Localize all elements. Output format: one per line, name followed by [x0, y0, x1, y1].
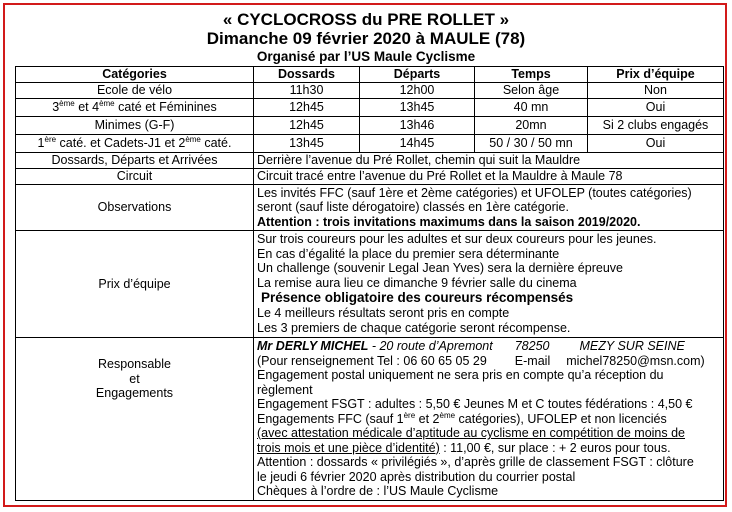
- row-dossards: 12h45: [254, 98, 360, 116]
- responsable-name: Mr DERLY MICHEL: [257, 339, 369, 353]
- organizer-title: Organisé par l’US Maule Cyclisme: [256, 49, 476, 64]
- header-dossards: Dossards: [254, 67, 360, 83]
- row-departs: 13h45: [360, 98, 475, 116]
- schedule-table: [15, 66, 724, 501]
- dossards-departs-label: Dossards, Départs et Arrivées: [16, 152, 254, 168]
- event-date-title: Dimanche 09 février 2020 à MAULE (78): [206, 29, 526, 48]
- row-category: 1ère caté. et Cadets-J1 et 2ème caté.: [16, 134, 254, 152]
- observations-text: Les invités FFC (sauf 1ère et 2ème catégories) et UFOLEP (toutes catégories) seront (sauf liste dérogatoire) classés en 1ère catégorie. Attention : trois invitations maximums dans la saison 2019/2020.: [254, 184, 724, 231]
- row-category: Minimes (G-F): [16, 116, 254, 134]
- responsable-text: Mr DERLY MICHEL - 20 route d’Apremont 78250 MEZY SUR SEINE (Pour renseignement Tel : 06 60 65 05 29 E-mail michel78250@msn.com) Engagement postal uniquement ne sera pris en compte qu’a réception du règlement Engagement FSGT : adultes : 5,50 € Jeunes M et C toutes fédérations : 4,50 € Engagements FFC (sauf 1ère et 2ème catégories), UFOLEP et non licenciés (avec attestation médicale d’aptitude au cyclisme en compétition de moins de trois mois et une pièce d’identité) : 11,00 €, sur place : + 2 euros pour tous. Attention : dossards « privilégiés », d’après grille de classement FSGT : clôture le jeudi 6 février 2020 après distribution du courrier postal Chèques à l’ordre de : l’US Maule Cyclisme: [254, 338, 724, 501]
- prix-equipe-text: Sur trois coureurs pour les adultes et sur deux coureurs pour les jeunes. En cas d’égalité la place du premier sera déterminante Un challenge (souvenir Legal Jean Yves) sera la dernière épreuve La remise aura lieu ce dimanche 9 février salle du cinema Présence obligatoire des coureurs récompensés Le 4 meilleurs résultats seront pris en compte Les 3 premiers de chaque catégorie seront récompense.: [254, 231, 724, 338]
- table-row: [16, 116, 724, 134]
- header-categories: Catégories: [16, 67, 254, 83]
- row-dossards: 12h45: [254, 116, 360, 134]
- event-title: « CYCLOCROSS du PRE ROLLET »: [222, 10, 510, 29]
- row-dossards: 11h30: [254, 82, 360, 98]
- row-departs: 12h00: [360, 82, 475, 98]
- table-header-row: [16, 67, 724, 83]
- row-prix: Oui: [588, 134, 724, 152]
- email-link: michel78250@msn.com): [566, 353, 705, 368]
- table-row: [16, 98, 724, 116]
- row-category: Ecole de vélo: [16, 82, 254, 98]
- header-temps: Temps: [475, 67, 588, 83]
- row-temps: 40 mn: [475, 98, 588, 116]
- dossards-departs-text: Derrière l’avenue du Pré Rollet, chemin qui suit la Mauldre: [254, 152, 724, 168]
- responsable-label: Responsable et Engagements: [16, 338, 254, 501]
- table-row-prix-equipe: [16, 231, 724, 338]
- table-row-responsable: [16, 338, 724, 501]
- header-departs: Départs: [360, 67, 475, 83]
- row-departs: 13h46: [360, 116, 475, 134]
- row-prix: Oui: [588, 98, 724, 116]
- table-row-circuit: [16, 168, 724, 184]
- table-row: [16, 82, 724, 98]
- row-temps: 50 / 30 / 50 mn: [475, 134, 588, 152]
- observations-label: Observations: [16, 184, 254, 231]
- row-category: 3ème et 4ème caté et Féminines: [16, 98, 254, 116]
- circuit-text: Circuit tracé entre l’avenue du Pré Rollet et la Mauldre à Maule 78: [254, 168, 724, 184]
- row-prix: Si 2 clubs engagés: [588, 116, 724, 134]
- circuit-label: Circuit: [16, 168, 254, 184]
- row-departs: 14h45: [360, 134, 475, 152]
- row-prix: Non: [588, 82, 724, 98]
- table-row-observations: [16, 184, 724, 231]
- row-dossards: 13h45: [254, 134, 360, 152]
- table-row: [16, 134, 724, 152]
- row-temps: Selon âge: [475, 82, 588, 98]
- row-temps: 20mn: [475, 116, 588, 134]
- prix-equipe-label: Prix d’équipe: [16, 231, 254, 338]
- header-prix-equipe: Prix d’équipe: [588, 67, 724, 83]
- table-row-dossards-departs: [16, 152, 724, 168]
